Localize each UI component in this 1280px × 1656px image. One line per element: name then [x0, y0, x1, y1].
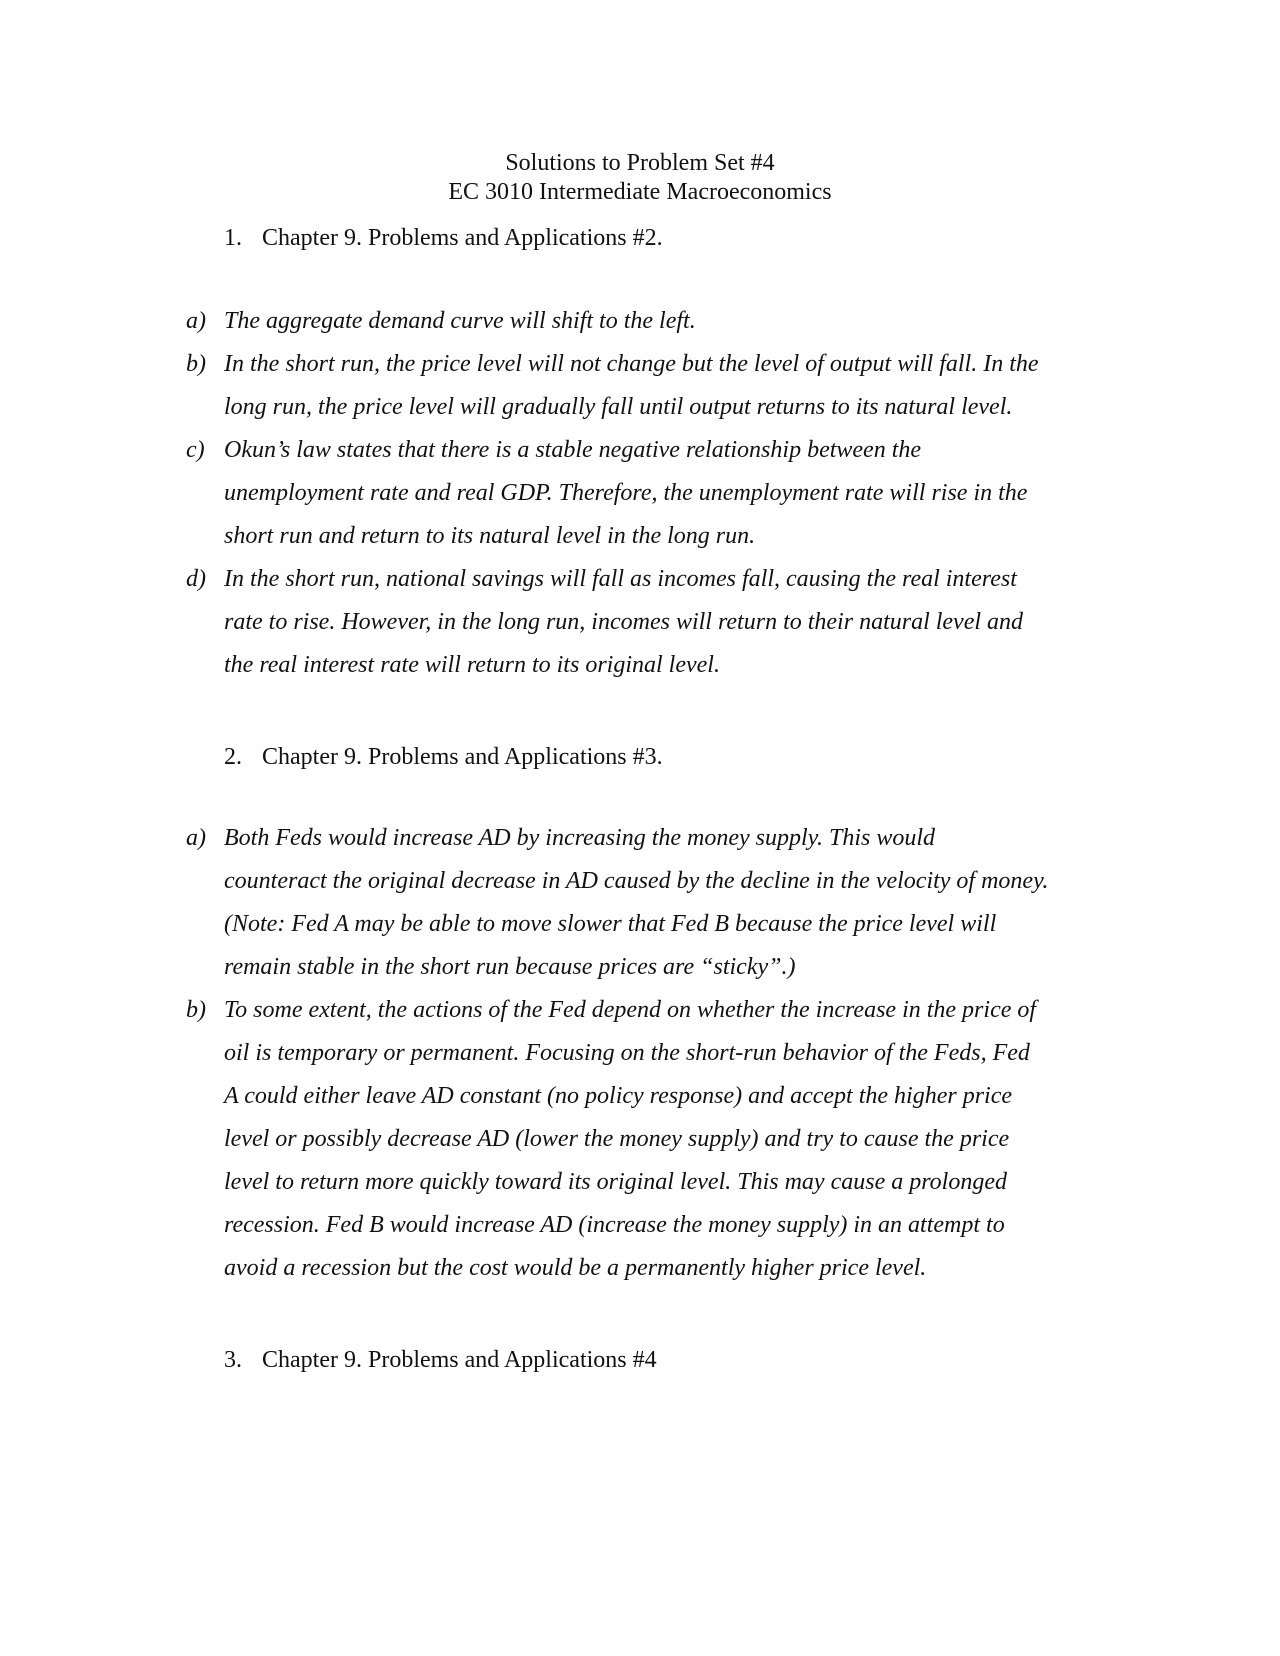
answer-letter: c) — [186, 437, 205, 463]
answer-1a — [186, 300, 1086, 343]
document-title: Solutions to Problem Set #4 — [505, 150, 775, 176]
answer-line: The aggregate demand curve will shift to the left. — [224, 308, 696, 334]
answer-line: oil is temporary or permanent. Focusing on the short-run behavior of the Feds, Fed — [224, 1040, 1030, 1066]
answer-line: A could either leave AD constant (no policy response) and accept the higher price — [224, 1083, 1013, 1109]
answer-line: unemployment rate and real GDP. Therefore, the unemployment rate will rise in the — [224, 480, 1028, 506]
answer-line: counteract the original decrease in AD caused by the decline in the velocity of money. — [224, 868, 1049, 894]
answer-letter: b) — [186, 351, 206, 377]
answer-2b — [186, 989, 1086, 1290]
answer-1b — [186, 343, 1086, 429]
question-2-heading — [224, 742, 663, 772]
question-1-heading — [224, 223, 663, 253]
answer-line: To some extent, the actions of the Fed depend on whether the increase in the price of — [224, 997, 1037, 1023]
answer-line: the real interest rate will return to its original level. — [224, 652, 720, 678]
answer-2a — [186, 817, 1086, 989]
answer-letter: b) — [186, 997, 206, 1023]
answer-1d — [186, 558, 1086, 687]
answer-letter: a) — [186, 825, 206, 851]
answer-line: In the short run, the price level will not change but the level of output will fall. In the — [224, 351, 1039, 377]
answer-line: rate to rise. However, in the long run, incomes will return to their natural level and — [224, 609, 1024, 635]
answer-line: Okun’s law states that there is a stable negative relationship between the — [224, 437, 922, 463]
question-text: Chapter 9. Problems and Applications #3. — [262, 744, 663, 770]
question-number: 3. — [224, 1347, 242, 1373]
answer-letter: d) — [186, 566, 206, 592]
answer-line: level or possibly decrease AD (lower the money supply) and try to cause the price — [224, 1126, 1010, 1152]
question-text: Chapter 9. Problems and Applications #4 — [262, 1347, 657, 1373]
question-1-answers — [186, 300, 1086, 687]
answer-line: recession. Fed B would increase AD (increase the money supply) in an attempt to — [224, 1212, 1005, 1238]
answer-line: (Note: Fed A may be able to move slower that Fed B because the price level will — [224, 911, 997, 937]
answer-line: short run and return to its natural level in the long run. — [224, 523, 756, 549]
question-text: Chapter 9. Problems and Applications #2. — [262, 225, 663, 251]
document-subtitle: EC 3010 Intermediate Macroeconomics — [448, 179, 832, 205]
question-3-heading — [224, 1345, 657, 1375]
answer-line: Both Feds would increase AD by increasing the money supply. This would — [224, 825, 936, 851]
answer-line: remain stable in the short run because prices are “sticky”.) — [224, 954, 796, 980]
answer-line: level to return more quickly toward its original level. This may cause a prolonged — [224, 1169, 1007, 1195]
answer-line: avoid a recession but the cost would be a permanently higher price level. — [224, 1255, 927, 1281]
question-number: 1. — [224, 225, 242, 251]
answer-letter: a) — [186, 308, 206, 334]
answer-line: long run, the price level will gradually fall until output returns to its natural level. — [224, 394, 1013, 420]
question-number: 2. — [224, 744, 242, 770]
answer-1c — [186, 429, 1086, 558]
answer-line: In the short run, national savings will fall as incomes fall, causing the real interest — [224, 566, 1017, 592]
question-2-answers — [186, 817, 1086, 1290]
